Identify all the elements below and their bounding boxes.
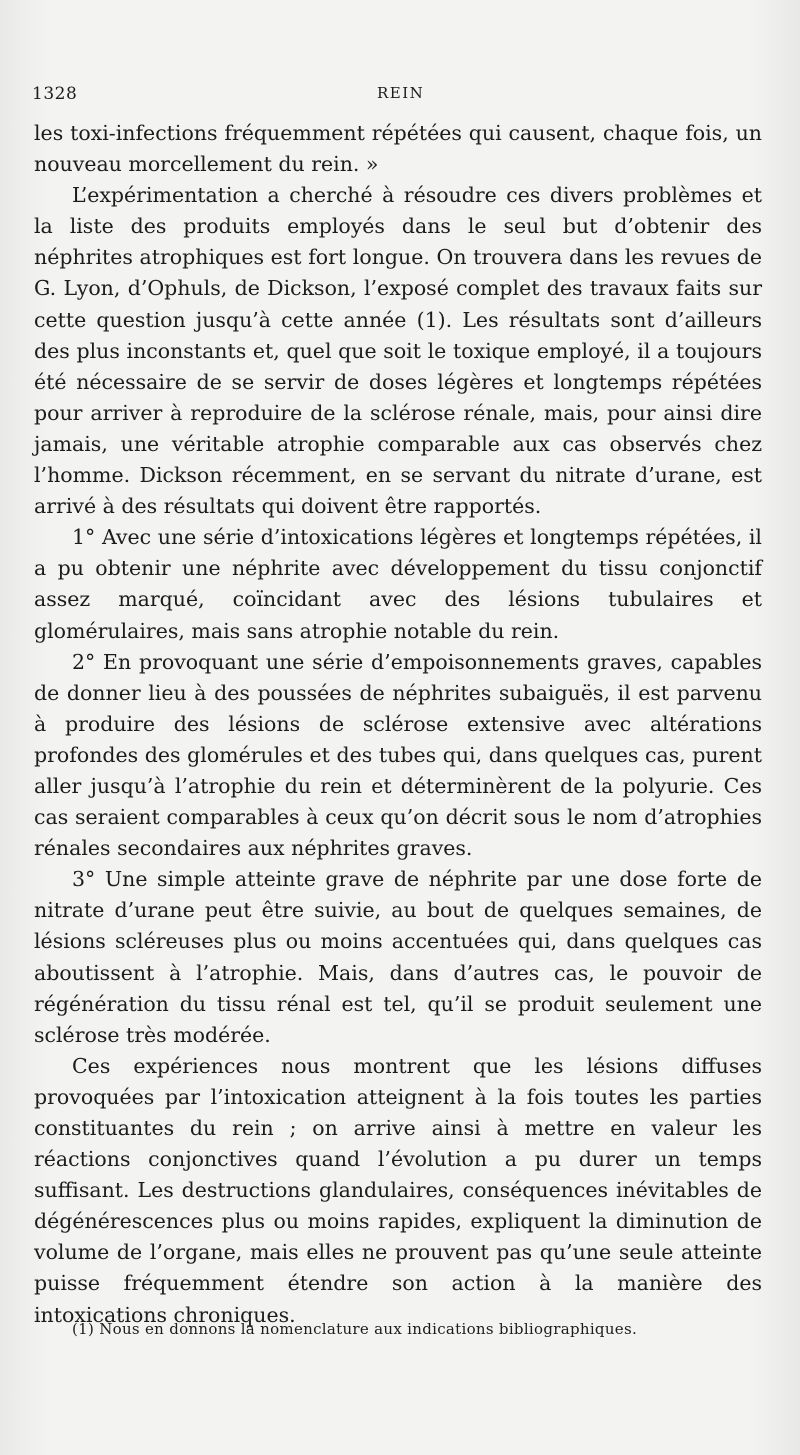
paragraph-conclusion: Ces expériences nous montrent que les lésions diffuses provoquées par l’intoxication atteignent à la fois toutes les parties constituantes du rein ; on arrive ainsi à mettre en valeur les réactions conjonctives quand l’évolution a pu durer un temps suffisant. Les destructions glandulaires, conséquences inévitables de dégénérescences plus ou moins rapides, expliquent la diminution de volume de l’organe, mais elles ne prouvent pas qu’une seule atteinte puisse fréquemment étendre son action à la manière des intoxications chroniques. [34, 1053, 762, 1327]
paragraph-experimentation: L’expérimentation a cherché à résoudre ces divers problèmes et la liste des produits employés dans le seul but d’obtenir des néphrites atrophiques est fort longue. On trouvera dans les revues de G. Lyon, d’Ophuls, de Dickson, l’exposé complet des travaux faits sur cette question jusqu’à cette année (1). Les résultats sont d’ailleurs des plus inconstants et, quel que soit le toxique employé, il a toujours été nécessaire de se servir de doses légères et longtemps répétées pour arriver à reproduire de la sclérose rénale, mais, pour ainsi dire jamais, une véritable atrophie comparable aux cas observés chez l’homme. Dickson récemment, en se servant du nitrate d’urane, est arrivé à des résultats qui doivent être rapportés. [34, 183, 762, 519]
running-title: REIN [377, 84, 425, 102]
running-head [32, 84, 772, 108]
paragraph-point-1: 1° Avec une série d’intoxications légères et longtemps répétées, il a pu obtenir une néphrite avec développement du tissu conjonctif assez marqué, coïncidant avec des lésions tubulaires et glomérulaires, mais sans atrophie notable du rein. [34, 525, 762, 643]
paragraph-continuation: les toxi-infections fréquemment répétées qui causent, chaque fois, un nouveau morcellement du rein. » [34, 121, 762, 177]
page-number: 1328 [32, 84, 78, 104]
body-text [34, 118, 762, 1331]
footnote: (1) Nous en donnons la nomenclature aux indications bibliographiques. [72, 1320, 638, 1338]
paragraph-point-3: 3° Une simple atteinte grave de néphrite par une dose forte de nitrate d’urane peut être suivie, au bout de quelques semaines, de lésions scléreuses plus ou moins accentuées qui, dans quelques cas aboutissent à l’atrophie. Mais, dans d’autres cas, le pouvoir de régénération du tissu rénal est tel, qu’il se produit seulement une sclérose très modérée. [34, 867, 762, 1047]
paragraph-point-2: 2° En provoquant une série d’empoisonnements graves, capables de donner lieu à des poussées de néphrites subaiguës, il est parvenu à produire des lésions de sclérose extensive avec altérations profondes des glomérules et des tubes qui, dans quelques cas, purent aller jusqu’à l’atrophie du rein et déterminèrent de la polyurie. Ces cas seraient comparables à ceux qu’on décrit sous le nom d’atrophies rénales secondaires aux néphrites graves. [34, 649, 762, 861]
